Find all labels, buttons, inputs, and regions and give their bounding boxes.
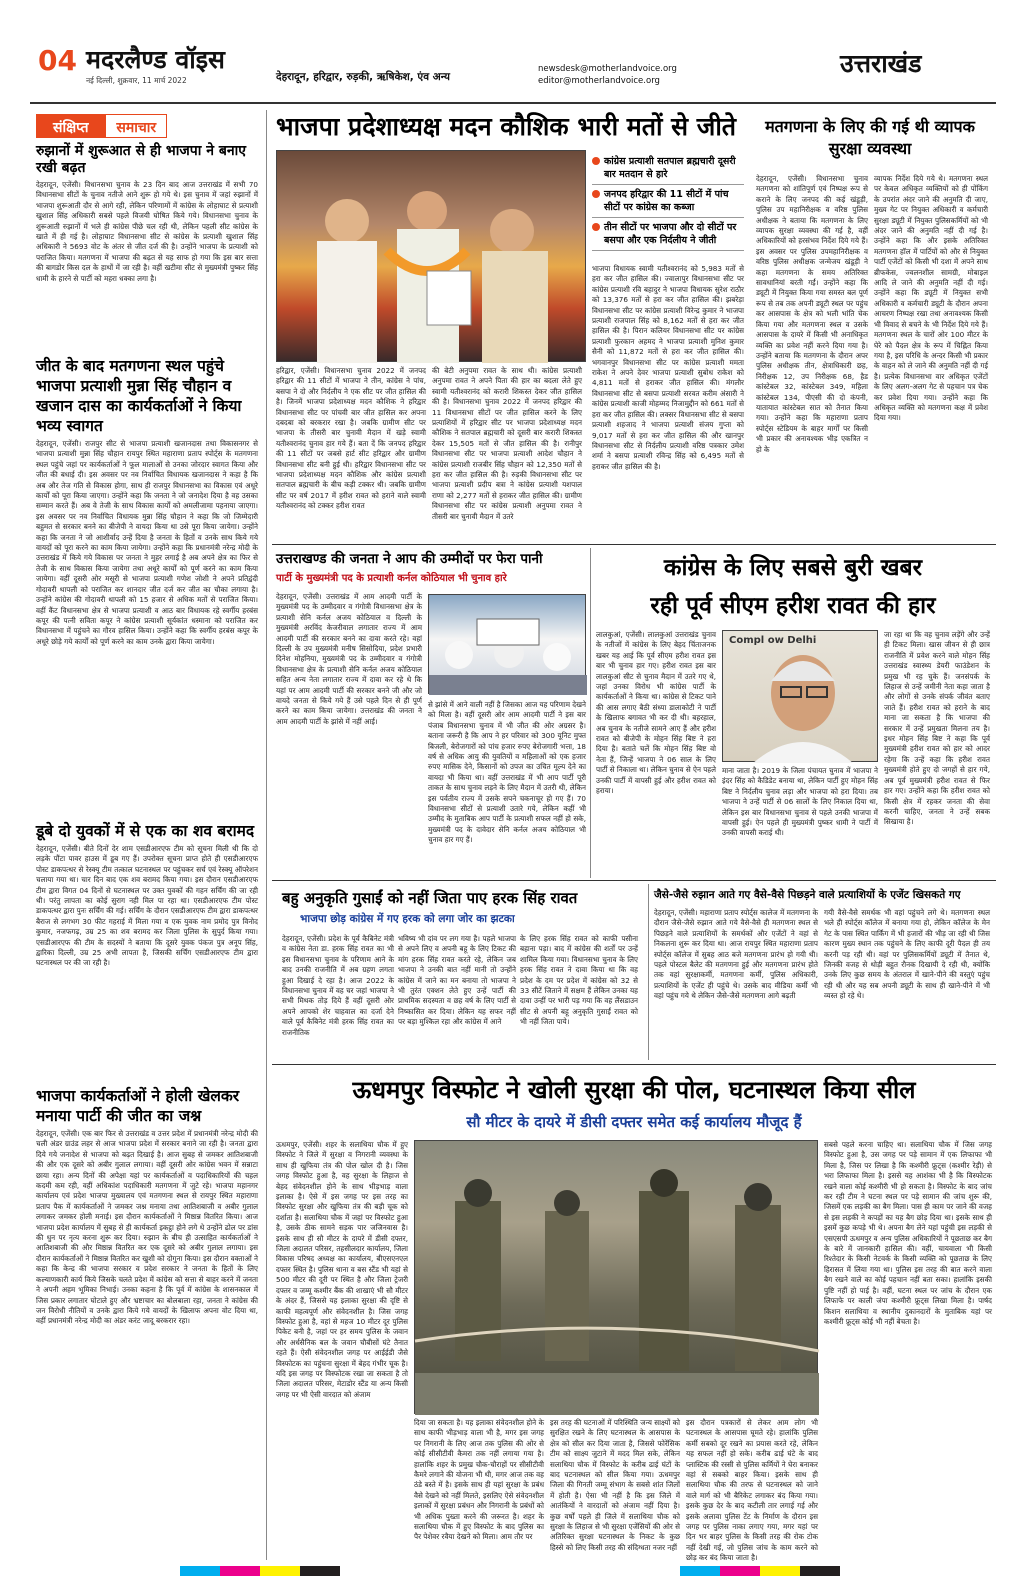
lead-headline: भाजपा प्रदेशाध्यक्ष मदन कौशिक भारी मतों से जीते <box>276 112 737 141</box>
col-divider <box>590 548 591 878</box>
email-1: newsdesk@motherlandvoice.org <box>538 64 677 74</box>
udhampur-col-e: सबसे पहले करना चाहिए था। सलाथिया चौक में जिस जगह विस्फोट हुआ है, उस जगह पर पड़े सामान में एक लिफाफा भी मिला है, जिस पर लिखा है कि कश्मीरी फ्रूट्स (कश्मीर रेड़ी) से भरा लिफाफा मिला है। इससे यह आशंका भी है कि विस्फोटक रखने वाला कोई कश्मीरी भी हो सकता है। विस्फोट के बाद जांच कर रही टीम ने घटना स्थल पर पड़े सामान की जांच शुरू की, जिसमें एक लड़की का बैग मिला। पास ही काम पर जाने की वजह से इस लड़की ने कपड़ों का यह बैग छोड़ दिया था। इसके साथ ही इसमें कुछ कपड़े भी थे। अपना बैग लेने यहां पहुंची इस लड़की से एसएसपी ऊधमपुर व अन्य पुलिस अधिकारियों ने पूछताछ कर बैग के बारे में जानकारी हासिल की। वहीं, चायवाला भी किसी रिश्तेदार के किसी नेटवर्क के किसी व्यक्ति को पूछताछ के लिए हिरासत में लिया गया था। पुलिस इस तरह की बात करने वाला बैग रखने वाले का कोई पहचान नहीं बता सका। हालांकि इसकी पुष्टि नहीं हो पाई है। वहीं, घटना स्थल पर जांच के दौरान एक लिफाफे पर काली जंपा कश्मीरी फ्रूट्स लिखा मिला है। पार्षद किशन सलाथिया व स्थानीय दुकानदारों के मुताबिक यहां पर कश्मीरी फ्रूट्स कोई भी नहीं बेचता है। <box>824 1140 992 1326</box>
row-divider <box>272 1064 996 1065</box>
sidebar-story <box>36 821 258 1082</box>
celebration-photo-icon <box>277 151 587 363</box>
color-patch <box>760 1566 800 1576</box>
row-divider <box>272 544 996 545</box>
story-body: देहरादून, एजेंसी। एक बार फिर से उत्तराखंड व उत्तर प्रदेश में प्रधानमंत्री नरेन्द्र मोदी की चली अंडर ग्राउंड लहर से आज भाजपा प्रदेश में सरकार बनाने जा रही है। जनता द्वारा दिये गये जनादेश से भाजपा को बढ़त दिखाई है। आज सुबह से जमकर आतिशबाजी की और एक दूसरे को अबीर गुलाल लगाया। वहीं दूसरी ओर कांग्रेस भवन में सन्नाटा छाया रहा। अन्य दिनों की अपेक्षा यहां पर कार्यकर्ताओं व पदाधिकारियों की चहल कदमी कम रही, वहीं अधिकांश पदाधिकारी मतगणना में जुटे रहे। भाजपा महानगर कार्यालय एवं प्रदेश भाजपा मुख्यालय एवं मतगणना स्थल से रायपुर स्थित महाराणा प्रताप पैक में कार्यकर्ताओं ने जमकर जश्न मनाया तथा आतिशबाजी व अबीर गुलाल लगाकर जमकर होली मनाई। इस दौरान कार्यकर्ताओं ने मिष्ठान्न वितरित किया। आज भाजपा प्रदेश कार्यालय में सुबह से ही कार्यकर्ता इकट्ठा होने लगे थे उन्होंने ढोल पर डांस की धुन पर नृत्य करना शुरू कर दिया। रुझान के बीच ही उत्साहित कार्यकर्ताओं ने आतिशबाजी की और मिष्ठान्न वितरित कर एक दूसरे को अबीर गुलाल लगाया। इस दौरान कार्यकर्ताओं ने मिष्ठान्न वितरित कर खुशी को दोगुना किया। इस दौरान वक्ताओं ने कहा कि केन्द्र की भाजपा सरकार व प्रदेश सरकार ने जनता के हितों के लिए कल्याणकारी कार्य किये जिसके चलते प्रदेश में कांग्रेस को सत्ता से बाहर करने में जनता ने अपनी अहम भूमिका निभाई। उनका कहना है कि पूर्व में कांग्रेस के शासनकाल में जिस प्रकार लगातार घोटाले हुए और भ्रष्टाचार का बोलबाला रहा, जनता ने कांग्रेस की जन विरोधी नीतियों व उनके द्वारा किये गये वायदों के खिलाफ अपना वोट दिया था, वहीं प्रधानमंत्री नरेन्द्र मोदी का अंडर करंट जादू बरकरार रहा। <box>36 1129 258 1326</box>
portrait-photo-icon <box>723 631 879 763</box>
harak-col-1: देहरादून, एजेंसी। प्रदेश के पूर्व कैबिनेट मंत्री व कांग्रेस नेता डा. हरक सिंह रावत का भी इस विधानसभा चुनाव के परिणाम आने के बाद उनकी राजनीति में अब ग्रहण लगता हुआ दिखाई दे रहा है। आज 2022 के विधानसभा चुनाव में वह चर जहां भाजपा ने सभी मिथक तोड़ दिये हैं वहीं दूसरी ओर अपने आपको शेर चाहवाल का दर्जा देने वाले पूर्व कैबिनेट मंत्री हरक सिंह रावत का राजनीतिक <box>282 934 394 1037</box>
section-label: उत्तराखंड <box>840 49 922 78</box>
lead-col-1: हरिद्वार, एजेंसी। विधानसभा चुनाव 2022 में जनपद हरिद्वार की 11 सीटों में भाजपा ने तीन, कांग्रेस ने पांच, बसपा ने दो और निर्दलीय ने एक सीट पर जीत हासिल की है। जिनमें भाजपा प्रदेशाध्यक्ष मदन कौशिक ने हरिद्वार विधानसभा सीट पर पांचवी बार जीत हासिल कर अपना दबदबा को बरकरार रखा है। जबकि ग्रामीण सीट पर भाजपा के तीसरी बार चुनावी मैदान में खड़े स्वामी यतीश्वरानंद चुनाव हार गये हैं। बता दें कि जनपद हरिद्वार की 11 सीटों पर जबसे हार्ट सीट हरिद्वार और ग्रामीण विधानसभा सीट बनी हुई थी। हरिद्वार विधानसभा सीट पर भाजपा प्रदेशाध्यक्ष मदन कौशिक और कांग्रेस प्रत्याशी सतपाल ब्रह्मचारी के बीच कड़ी टक्कर थी। जबकि ग्रामीण सीट पर वर्ष 2017 में हरीश रावत को हराने वाले स्वामी यतीश्वरानंद को टक्कर हरीश रावत <box>276 366 426 511</box>
aap-col-1: देहरादून, एजेंसी। उत्तराखंड में आम आदमी पार्टी के मुख्यमंत्री पद के उम्मीदवार व गंगोत्री विधानसभा क्षेत्र के प्रत्याशी सेनि कर्नल अजय कोठियाल व दिल्ली के मुख्यमंत्री अरविंद केजरीवाल लगातार राज्य में आम आदमी पार्टी की सरकार बनने का दावा करते रहे। वहां दिल्ली के उप मुख्यमंत्री मनीष सिसोदिया, प्रदेश प्रभारी दिनेश मोहनिया, मुख्यमंत्री पद के उम्मीदवार व गंगोत्री विधानसभा क्षेत्र के प्रत्याशी सेनि कर्नल अजय कोठियाल सहित अन्य नेता लगातार राज्य में दावा कर रहे थे कि यहां पर आम आदमी पार्टी की सरकार बनने जी और जो वायदे जनता से किये गये हैं उसे पहले दिन से ही पूर्ण करने का काम किया जायेगा। उत्तराखंड की जनता ने आम आदमी पार्टी के झांसे में नहीं आई। <box>276 592 422 726</box>
sidebar-story <box>36 143 258 352</box>
sidebar-story <box>36 1086 258 1569</box>
page-number: 04 <box>38 44 77 77</box>
udhampur-headline: ऊधमपुर विस्फोट ने खोली सुरक्षा की पोल, घटनास्थल किया सील <box>352 1076 916 1104</box>
aap-subheadline: पार्टी के मुख्यमंत्री पद के प्रत्याशी कर्नल कोठियाल भी चुनाव हारे <box>276 573 507 584</box>
udhampur-col-a: ऊधमपुर, एजेंसी। शहर के सलाथिया चौक में हुए विस्फोट ने जिले में सुरक्षा व निगरानी व्यवस्था के साथ ही खुफिया तंत्र की पोल खोल दी है। जिस जगह विस्फोट हुआ है, वह सुरक्षा के लिहाज से बेहद संवेदनशील होने के साथ भीड़भाड़ वाला इलाका है। ऐसे में इस जगह पर इस तरह का विस्फोट सुरक्षा और खुफिया तंत्र की बड़ी चूक को दर्शाता है। सलाथिया चौक में जहां पर विस्फोट हुआ है, उसके ठीक सामने सड़क पार जजिनवास है। इसके साथ ही सौ मीटर के दायरे में डीसी दफ्तर, जिला अदालत परिसर, तहसीलदार कार्यालय, जिला विकास परिषद अध्यक्ष का कार्यालय, बीएसएनएल दफ्तर स्थित है। पुलिस थाना व बस स्टैंड भी यहां से 500 मीटर की दूरी पर स्थित है और जिला ट्रेजरी दफ्तर व जम्मू कश्मीर बैंक की शाखाएं भी सौ मीटर के अंदर हैं, जिससे यह इलाका सुरक्षा की दृष्टि से काफी महत्वपूर्ण और संवेदनशील है। जिस जगह विस्फोट हुआ है, वहां से महज 10 मीटर दूर पुलिस पिकेट बनी है, जहां पर हर समय पुलिस के जवान और अर्धसैनिक बल के जवान चौबीसों घंटे तैनात रहते हैं। ऐसी संवेदनशील जगह पर आईईडी जैसे विस्फोटक का पहुंचना सुरक्षा में बेहद गंभीर चूक है। यदि इस जगह पर विस्फोटक रखा जा सकता है तो जिला अदालत परिसर, मेटाडोर स्टैंड या अन्य किसी जगह पर भी ऐसी वारदात को अंजाम <box>276 1140 408 1399</box>
story-body: देहरादून, एजेंसी। राजपुर सीट से भाजपा प्रत्याशी खजानदास तथा विकासनगर से भाजपा प्रत्याशी मुन्ना सिंह चौहान रायपुर स्थित महाराणा प्रताप स्पोर्ट्स के मतगणना स्थल पहुंचे जहां पर कार्यकर्ताओं ने फूल मालाओं से उनका जोरदार स्वागत किया और जीत की बधाई दी। इस अवसर पर नव निर्वाचित विधायक खजानदास ने कहा है कि अब और तेज गति से विकास होगा, साथ ही राजपुर विधानसभा का विकास एवं अधूरे कार्यों को पूरा किया जाएगा। उन्होंने कहा कि जनता ने जो जनादेश दिया है वह उसका सम्मान करते हैं। अब वे तेजी के साथ विकास कार्यों को अमलीजामा पहनाया जाएगा। इस अवसर पर नव निर्वाचित विधायक मुन्ना सिंह चौहान ने कहा कि जो जिम्मेदारी बहुमत से सरकार बनने का बीजेपी ने वायदा किया था उसे पूरा किया जायेगा। उन्होंने कहा कि जनता ने जो आशीर्वाद उन्हें दिया है जनता के हितों व उनके साथ किये गये वायदों को पूरा करने का काम किया जायेगा। उन्होंने कहा कि प्रधानमंत्री नरेन्द्र मोदी के उत्तराखंड में किये गये विकास पर जनता ने मुहर लगाई है अब अपने क्षेत्र का फिर से तेजी के साथ विकास किया जायेगा तथा अधूरे कार्यों को पूर्ण करने का काम किया जायेगा। वहीं दूसरी ओर मसूरी से भाजपा प्रत्याशी गणेश जोशी ने अपने प्रतिद्वंदी गोदावरी थापली को पराजित कर शानदार जीत दर्ज कर जीत का चौका लगाया है। उन्होंने कांग्रेस की गोदावरी थापली को 15 हजार से अधिक मतों से पराजित किया। वहीं कैंट विधानसभा क्षेत्र से भाजपा प्रत्याशी व आठ बार विधायक रहे स्वर्गीय हरबंस कपूर की पत्नी सविता कपूर ने कांग्रेस प्रत्याशी सूर्यकांत धस्माना को पराजित कर विधानसभा में पहुंचने का गौरव हासिल किया। उन्होंने कहा कि स्वर्गीय हरबंस कपूर के अधूरे छोड़े गये कार्यों को पूर्ण करने का काम उनके द्वारा किया जायेगा। <box>36 439 258 646</box>
col-divider <box>648 884 649 1060</box>
story-headline: जीत के बाद मतगणना स्थल पहुंचे भाजपा प्रत्याशी मुन्ना सिंह चौहान व खजान दास का कार्यकर्ताओं ने किया भव्य स्वागत <box>36 357 242 435</box>
story-headline: भाजपा कार्यकर्ताओं ने होली खेलकर मनाया पार्टी की जीत का जश्न <box>36 1087 240 1125</box>
story-body: देहरादून, एजेंसी। विधानसभा चुनाव के 23 दिन बाद आज उत्तराखंड में सभी 70 विधानसभा सीटों के चुनाव नतीजे आने शुरू हो गये थे। इस चुनाव में जहां रुझानों में भाजपा शुरूआती दौर से आगे रही, लेकिन परिणामों में कांग्रेस के लोहाघाट से प्रत्याशी खुशाल सिंह अधिकारी सबसे पहले विजयी घोषित किये गये। विधानसभा चुनाव के शुरूआती रुझानों में भले ही कांग्रेस पीछे चल रही थी, लेकिन पहली सीट कांग्रेस के खाते में ही गई है। लोहाघाट विधानसभा सीट से कांग्रेस के प्रत्याशी खुशाल सिंह अधिकारी ने 5693 वोट के अंतर से जीत दर्ज की है। उन्होंने भाजपा के प्रत्याशी को पराजित किया। मतगणना में भाजपा की बढ़त से यह साफ हो गया कि इस बार सत्ता की बागडोर किस दल के हाथों में जा रही है। वहीं खटीमा सीट से मुख्यमंत्री पुष्कर सिंह धामी के हारने से पार्टी को महरा धक्का लगा है। <box>36 180 258 283</box>
aap-col-2: से झांसे में आने वाली नहीं है जिसका आज यह परिणाम देखने को मिला है। वहीं दूसरी ओर आम आदमी पार्टी ने इस बार पंजाब विधानसभा चुनाव में भी जीत की ओर अग्रसर है। बताना जरूरी है कि आप ने हर परिवार को 300 यूनिट मुफ्त बिजली, बेरोजगारों को पांच हजार रुपए बेरोजगारी भत्ता, 18 वर्ष से अधिक आयु की युवतियों व महिलाओं को एक हजार रुपए मासिक देने, किसानों को उपज का उचित मूल्य देने का वायदा भी किया था। वहीं उत्तराखंड में भी आप पार्टी पूरी ताकत के साथ चुनाव लड़ने के लिए मैदान में उतरी थी, लेकिन इस पर्वतीय राज्य में उसके सपने चकनाचूर हो गए हैं। 70 विधानसभा सीटों से प्रत्याशी उतारे गये, लेकिन कहीं भी उम्मीद के मुताबिक आप पार्टी के प्रत्याशी सफल नहीं हो सके, मुख्यमंत्री पद के दावेदार सेनि कर्नल अजय कोठियाल भी चुनाव हार गए हैं। <box>428 700 586 845</box>
security-headline: मतगणना के लिए की गई थी व्यापक सुरक्षा व्यवस्था <box>765 117 975 158</box>
story-headline: डूबे दो युवकों में से एक का शव बरामद <box>36 822 255 840</box>
harak-subheadline: भाजपा छोड़ कांग्रेस में गए हरक को लगा जोर का झटका <box>300 913 515 925</box>
lead-photo <box>276 150 586 362</box>
masthead-rule <box>30 102 996 104</box>
photo-sign-text: Compl ow Delhi <box>729 635 817 646</box>
harish-col-2: माना जाता है। 2019 के जिला पंचायत चुनाव में भाजपा ने इंदर सिंह को कैडिडेट बनाया था, लेकिन पार्टी हुए मोहन सिंह बिष्ट ने निर्दलीय चुनाव लड़ा और भाजपा को हरा दिया। तब भाजपा ने उन्हें पार्टी से 06 सालों के लिए निकाल दिया था, लेकिन इस बार विधानसभा चुनाव से पहले उनकी भाजपा में वापसी हुई। ऐन पहले ही मुख्यमंत्री पुष्कर धामी ने पार्टी में उनकी वापसी कराई थी। <box>722 766 878 838</box>
color-patch <box>260 1566 300 1576</box>
udhampur-photo <box>414 1140 818 1414</box>
udhampur-col-c: इस तरह की घटनाओं में परिस्थिति जन्य साक्ष्यों को सुरक्षित रखने के लिए घटनास्थल के आसपास के क्षेत्र को सील कर दिया जाता है, जिससे फोरेंसिक टीम को साक्ष्य जुटाने में मदद मिल सके, लेकिन सलाथिया चौक में विस्फोट के करीब ढाई घंटों के बाद घटनास्थल को सील किया गया। ऊधमपुर जिला की गिनती जम्मू संभाग के सबसे शांत जिलों में होती है। ऐसा भी नहीं है कि इस जिले में आतंकियों ने वारदातों को अंजाम नहीं दिया है। कुछ वर्षों पहले ही जिले में सलाथिया चौक को सुरक्षा के लिहाज से भी सुरक्षा एजेंसियों की ओर से अतिरिक्त सुरक्षा घटनास्थल के निकट के कुछ हिस्से को लिए किसी तरह की संदिग्धता नजर नहीं <box>550 1418 680 1552</box>
cities-line: देहरादून, हरिद्वार, रुड़की, ऋषिकेश, एंव अन्य <box>276 71 450 83</box>
bullet-item: जनपद हरिद्वार की 11 सीटों में पांच सीटों पर कांग्रेस का कब्जा <box>592 185 744 218</box>
harak-col-2: भविष्य भी दांव पर लग गया है। पहले भाजपा से अपने लिए व अपनी बहू के लिए टिकट की मांग हरक सिंह रावत करते रहे, लेकिन जब भाजपा ने उनकी बात नहीं मानी तो उन्होंने कांग्रेस में जाने का मन बनाया तो भाजपा ने भी तुरंत एक्शन लेते हुए उन्हें पार्टी की प्राथमिक सदस्यता व छह वर्ष के लिए पार्टी से निष्कासित कर दिया। लेकिन यह सफर नहीं पर बड़ा मुश्किल रहा और कांग्रेस में आने <box>398 934 516 1027</box>
bullet-item: कांग्रेस प्रत्याशी सतपाल ब्रह्मचारी दूसरी बार मतदान से हारे <box>592 152 744 185</box>
masthead <box>30 38 996 100</box>
paper-name: मदरलैण्ड वॉइस <box>86 45 225 74</box>
color-patch <box>720 1566 760 1576</box>
udhampur-col-b: दिया जा सकता है। यह इलाका संवेदनशील होने के साथ काफी भीड़भाड़ वाला भी है, मगर इस जगह पर निगरानी के लिए आज तक पुलिस की ओर से कोई सीसीटीवी कैमरा तक नहीं लगाया गया है। हालांकि शहर के प्रमुख चौक-चौराहों पर सीसीटीवी कैमरे लगाने की योजना भी थी, मगर आज तक वह ठंडे बस्ते में है। इसके साथ ही यहां सुरक्षा के प्रबंध वैसे देखने को नहीं मिलते, इसलिए ऐसे संवेदनशील इलाकों में सुरक्षा प्रबंधन और निगरानी के प्रबंधों को भी अधिक पुख्ता करने की जरूरत है। शहर के सलाथिया चौक में हुए विस्फोट के बाद पुलिस का पैर पेशेवर रवैया देखने को मिला। आम तौर पर <box>414 1418 544 1542</box>
sidebar-tag-left: संक्षिप्त <box>36 114 105 138</box>
sidebar-tag <box>36 114 258 138</box>
harish-headline-2: रही पूर्व सीएम हरीश रावत की हार <box>650 593 936 619</box>
security-col-2: व्यापक निर्देश दिये गये थे। मतगणना स्थल पर केवल अधिकृत व्यक्तियों को ही पोंकिंग के उपरांत अंदर जाने की अनुमति दी जाए, मुख्य गेट पर नियुक्त अधिकारी व कर्मचारी सुरक्षा ड्यूटी में नियुक्त पुलिसकर्मियों को भी अंदर जाने की अनुमति नहीं दी गई है। उन्होंने कहा कि और इसके अतिरिक्त मतगणना हॉल में पार्टियों को और से नियुक्त पार्टी एजेंटों को किसी भी दशा में अपने साथ ब्रीफकेस, ज्वलनशील सामग्री, मोबाइल आदि ले जाने की अनुमति नहीं दी गई। उन्होंने कहा कि ड्यूटी में नियुक्त सभी अधिकारी व कर्मचारी ड्यूटी के दौरान अपना आचरण निष्पक्ष रखा तथा अनावश्यक किसी भी विवाद से बचने के भी निर्देश दिये गये हैं। मतगणना स्थल के चारों ओर 100 मीटर के घेरे को पैदल क्षेत्र के रूप में चिह्नित किया गया है, इस परिधि के अन्दर किसी भी प्रकार के वाहन को ले जाने की अनुमति नहीं दी गई है। प्रत्येक विधानसभा वार अधिकृत एजेंटों के लिए अलग-अलग गेट से पहचान पत्र चेक कर प्रवेश दिया गया। उन्होंने कहा कि अधिकृत व्यक्ति को मतगणना कक्ष में प्रवेश दिया गया। <box>874 174 988 423</box>
sidebar-tag-right: समाचार <box>105 114 167 138</box>
agents-col-1: देहरादून, एजेंसी। महाराणा प्रताप स्पोर्ट्स कालेज में मतगणना के दौरान जैसे-जैसे रुझान आते गये वैसे-वैसे ही मतगणना स्थल से पिछड़ने वाले प्रत्याशियों के समर्थकों और एजेंटों ने वहां से निकलना शुरू कर दिया था। आज रायपुर स्थित महाराणा प्रताप स्पोर्ट्स कॉलेज में सुबह आठ बजे मतगणना प्रारंभ हो गयी थी। पहले पोस्टल बैलेट की मतगणना हुई और मतगणना प्रारंभ होते तक वहां सुरक्षाकर्मी, मतगणना कर्मी, पुलिस अधिकारी, प्रत्याशियों के एजेंट ही पहुंचे थे। उसके बाद मीडिया कर्मी भी वहां पहुंच गये थे लेकिन जैसे-जैसे मतगणना आगे बढ़ती <box>654 908 818 1001</box>
security-col-1: देहरादून, एजेंसी। विधानसभा चुनाव मतगणना को शांतिपूर्ण एवं निष्पक्ष रूप से कराने के लिए जनपद की कई खंडूड़ी, पुलिस उप महानिरीक्षक व वरिष्ठ पुलिस अधीक्षक ने बताया कि मतगणना के लिए व्यापक सुरक्षा व्यवस्था की गई है, वहीं अधिकारियों को हरसंभव निर्देश दिये गये हैं। इस अवसर पर पुलिस उपमहानिरीक्षक व वरिष्ठ पुलिस अधीक्षक जन्मेजय खंडूड़ी ने कहा मतगणना के समय अतिरिक्त सावधानियां बरती गईं। उन्होंने कहा कि ड्यूटी में नियुक्त किया गया समस्त बल पूर्ण रूप से तब तक अपनी ड्यूटी स्थल पर पहुंच कर आसपास के क्षेत्र को भली भांति चेक किया गया और मतगणना स्थल व उसके आसपास के दायरे में किसी भी अनाधिकृत व्यक्ति का प्रवेश नहीं करने दिया गया है। उन्होंने बताया कि मतगणना के दौरान अपर पुलिस अधीक्षक तीन, क्षेत्राधिकारी छह, निरीक्षक 12, उप निरीक्षक 68, हैड कांस्टेबल 32, कांस्टेबल 349, महिला कांस्टेबल 134, पीएसी की दो कंपनी, यातायात कांस्टेबल सात को तैनात किया गया। उन्होंने कहा कि महाराणा प्रताप स्पोर्ट्स स्टेडियम के बाहर मार्गों पर किसी भी प्रकार की अनावश्यक भीड़ एकत्रित न हो के <box>756 174 868 454</box>
harak-col-3: के लिए हरक सिंह रावत को काफी पसीना बहाना पड़ा। बाद में कांग्रेस की शर्तों पर उन्हें शामिल किया गया। विधानसभा चुनाव के लिए हरक सिंह रावत ने दावा किया था कि वह प्रदेश के दम पर प्रदेश में कांग्रेस को 32 से 33 सीटें जिताने में सक्षम हैं लेकिन उनका यह दावा उन्हीं पर भारी पड़ गया कि वह लैंसडाउन सीट से अपनी बहू अनुकृति गुसाईं रावत को भी नहीं जिता पाये। <box>520 934 638 1027</box>
harish-headline-1: कांग्रेस के लिए सबसे बुरी खबर <box>663 555 923 581</box>
bullet-dot-icon <box>592 157 600 165</box>
sidebar <box>36 114 258 1560</box>
lead-col-3: भाजपा विधायक स्वामी यतीश्वरानंद को 5,983 मतों से हरा कर जीत हासिल की। ज्वालापुर विधानसभा सीट पर कांग्रेस प्रत्याशी रवि बहादुर ने भाजपा विधायक सुरेश राठौर को 13,376 मतों से हरा कर जीत हासिल की। झबरेड़ा विधानसभा सीट पर कांग्रेस प्रत्याशी विरेन्द्र कुमार ने भाजपा प्रत्याशी राजपाल सिंह को 8,162 मतों से हरा कर जीत हासिल की है। पिरान कलियर विधानसभा सीट पर कांग्रेस प्रत्याशी फुरकान अहमद ने भाजपा प्रत्याशी मुनिश कुमार सैनी को 11,872 मतों से हरा कर जीत हासिल की। भगवानपुर विधानसभा सीट पर कांग्रेस प्रत्याशी ममता राकेश ने अपने देवर भाजपा प्रत्याशी सुबोध राकेश को 4,811 मतों से हराकर जीत हासिल की। मंगलौर विधानसभा सीट से बसपा प्रत्याशी सरवत करीम अंसारी ने कांग्रेस प्रत्याशी काजी मोहम्मद निजामुद्दीन को 661 मतों से हरा कर जीत हासिल की। लक्सर विधानसभा सीट से बसपा प्रत्याशी शहजाद ने भाजपा प्रत्याशी संजय गुप्ता को 9,017 मतों से हरा कर जीत हासिल की और खानपुर विधानसभा सीट से निर्दलीय प्रत्याशी वरिष्ठ पत्रकार उमेश शर्मा ने बसपा प्रत्याशी रविन्द्र सिंह को 6,495 मतों से हराकर जीत हासिल की है। <box>592 264 744 471</box>
color-patch <box>680 1566 720 1576</box>
harish-col-3: जा रहा था कि वह चुनाव लड़ेंगे और उन्हें ही टिकट मिला। खास जीवन से ही छात्र राजनीति में प्रवेश करने वाले मोहन सिंह उत्तराखंड स्वास्थ्य डेयरी फाउंडेशन के प्रमुख भी रह चुके हैं। जनसंपर्क के लिहाज से उन्हें जमीनी नेता कहा जाता है और लोगों से उनके संपर्क जीवंत बताए जाते हैं। हरीश रावत को हराने के बाद माना जा सकता है कि भाजपा की सरकार में उन्हें प्रमुखता मिलना तय है। इधर मोहन सिंह बिष्ट ने कहा कि पूर्व मुख्यमंत्री हरीश रावत को हार को आदर रहेगा कि उन्हें कहा कि हरीश रावत मुख्यमंत्री होते हुए दो जगहों से हार गये, अब पूर्व मुख्यमंत्री हरीश रावत से फिर हार गए। उन्होंने कहा कि हरीश रावत को किसी क्षेत्र में रहकर जनता की सेवा करनी चाहिए, जनता ने उन्हें सबक सिखाया है। <box>884 630 990 827</box>
aap-headline: उत्तराखण्ड की जनता ने आप की उम्मीदों पर फेरा पानी <box>276 551 543 567</box>
aap-photo <box>428 594 586 694</box>
color-patch <box>800 1566 840 1576</box>
harish-photo <box>722 630 878 762</box>
harak-headline: बहु अनुकृति गुसाईं को नहीं जिता पाए हरक सिंह रावत <box>282 889 578 907</box>
harish-col-1: लालकुआं, एजेंसी। लालकुआं उत्तराखंड चुनाव के नतीजों में कांग्रेस के लिए बेहद चिंताजनक खबर यह आई कि पूर्व सीएम हरीश रावत इस बार भी चुनाव हार गए। हरीश रावत इस बार लालकुआं सीट से चुनाव मैदान में उतरे गए थे, जहां उनका विरोध भी कांग्रेस पार्टी के कार्यकर्ताओं ने किया था। कांग्रेस से टिकट पाने की आस लगाए बैठी संध्या डालाकोटी ने पार्टी के खिलाफ बगावत भी कर दी थी। बहरहाल, अब चुनाव के नतीजे सामने आए हैं और हरीश रावत को बीजेपी के मोहन सिंह बिष्ट ने हरा दिया है। बताते चलें कि मोहन सिंह बिष्ट वो नेता हैं, जिन्हें भाजपा ने 06 साल के लिए पार्टी से निकाला था। लेकिन चुनाव से ऐन पहले उनकी पार्टी में वापसी हुई और हरीश रावत को हराया। <box>596 630 716 796</box>
police-photo-icon <box>415 1141 819 1415</box>
udhampur-col-d: इस दौरान पत्रकारों से लेकर आम लोग भी घटनास्थल के आसपास घूमते रहे। हालांकि पुलिस कर्मी सबको दूर रखने का प्रयास करते रहे, लेकिन यह सफल नहीं हो सके। करीब ढाई घंटे के बाद प्लास्टिक की रस्सी से पुलिस कर्मियों ने घेरा बनाकर वहां से सबको बाहर किया। इसके साथ ही सलाथिया चौक की तरफ से घटनास्थल को जाने वाले मार्ग को भी बैरिकेट लगाकर बंद किया गया। इसके कुछ देर के बाद कटीली तार लगाई गई और इसके अलावा पुलिस टेंट के निर्माण के दौरान इस जगह पर पुलिस नाका लगाए गया, मगर यहां पर दिन भर बाहर पुलिस के किसी तरह की रोक टोक नहीं देखी गई, जो पुलिस जांच के काम करने को छोड़ कर बंद किया जाता है। <box>686 1418 818 1563</box>
bullet-dot-icon <box>592 223 600 231</box>
row-divider <box>272 880 996 881</box>
sidebar-divider <box>266 110 267 1560</box>
agents-headline: जैसे-जैसे रुझान आते गए वैसे-वैसे पिछड़ने वाले प्रत्याशियों के एजेंट खिसकते गए <box>654 889 961 901</box>
story-body: देहरादून, एजेंसी। बीते दिनों देर शाम एसडीआरएफ टीम को सूचना मिली थी कि दो लड़के पौंटा पावर हाउस में डूब गए हैं। उपरोक्त सूचना प्राप्त होते ही एसडीआरएफ पोस्ट डाकपत्थर से रेस्क्यू टीम तत्काल घटनास्थल पर पहुंचकर सर्च एवं रेस्क्यू ऑपरेशन चलाया गया था। चार दिन बाद एक शव बरामद किया गया। इस दौरान एसडीआरएफ टीम द्वारा विगत 04 दिनों से घटनास्थल पर उक्त युवकों की गहन सर्चिंग की जा रही थी। परंतु लापता का कोई सुराग नही मिल पा रहा था। एसडीआरएफ टीम पोस्ट डाकपत्थर द्वारा पुनः सर्चिंग की गई। सर्चिंग के दौरान एसडीआरएफ टीम द्वारा डाकपत्थर बैराज से लगभग 30 फीट गहराई में मिला गया व एक युवक नाम प्रमोद पुत्र विनोद कुमार, नजफगढ़, उम्र 25 का शव बरामद कर जिला पुलिस के सुपुर्द किया गया। एसडीआरएफ की टीम के सदस्यों ने बताया कि दूसरे युवक पंकज पुत्र अनूप सिंह, द्वारिका दिल्ली, उम्र 25 अभी लापता है, जिसकी सर्चिंग एसडीआरएफ टीम द्वारा घटनास्थल पर की जा रही है। <box>36 844 258 968</box>
color-patch <box>220 1566 260 1576</box>
date-line: नई दिल्ली, शुक्रवार, 11 मार्च 2022 <box>86 76 187 85</box>
sidebar-story <box>36 356 258 817</box>
story-headline: रुझानों में शुरूआत से ही भाजपा ने बनाए रखी बढ़त <box>36 143 247 176</box>
bullet-item: तीन सीटों पर भाजपा और दो सीटों पर बसपा और एक निर्दलीय ने जीती <box>592 218 744 251</box>
udhampur-subheadline: सौ मीटर के दायरे में डीसी दफ्तर समेत कई कार्यालय मौजूद हैं <box>466 1113 802 1131</box>
lead-bullets <box>592 152 744 251</box>
agents-col-2: गयी वैसे-वैसे समर्थक भी वहां पहुंचने लगे थे। मतगणना स्थल भले ही स्पोर्ट्स कॉलेज में बनाया गया हो, लेकिन कॉलेज के मेन गेट के पास स्थित पार्किंग में भी हजारों की भीड़ जा रही थी जिस कारण मुख्य स्थान तक पहुंचने के लिए काफी दूरी पैदल ही तय करनी पड़ रही थी। वहां पर पुलिसकर्मियों ड्यूटी में तैनात थे, जिनकी वजह से थोड़ी बहुत रौनक दिखायी दे रही थी, क्योंकि उनके लिए कुछ समय के अंतराल में खाने-पीने की वस्तुएं पहुंच रही थी और यह सब अपनी ड्यूटी के साथ ही खाने-पीने में भी व्यस्त हो रहे थे। <box>824 908 990 1001</box>
color-patch <box>180 1566 220 1576</box>
color-patch <box>300 1566 340 1576</box>
bullet-dot-icon <box>592 190 600 198</box>
crowd-photo-icon <box>429 595 587 695</box>
email-2: editor@motherlandvoice.org <box>538 76 660 86</box>
lead-col-2: की बेटी अनुपमा रावत के साथ थी। कांग्रेस प्रत्याशी अनुपमा रावत ने अपने पिता की हार का बदला लेते हुए स्वामी यतीश्वरानंद को करारी शिकस्त देकर जीत हासिल की है। विधानसभा चुनाव 2022 में जनपद हरिद्वार की 11 विधानसभा सीटों पर जीत हासिल करने के लिए प्रत्याशियों में हरिद्वार सीट पर भाजपा प्रदेशाध्यक्ष मदन कौशिक ने सतपाल ब्रह्मचारी को दूसरी बार करारी शिकस्त देकर 15,505 मतों से जीत हासिल की है। रानीपुर विधानसभा सीट पर भाजपा प्रत्याशी आदेश चौहान ने कांग्रेस प्रत्याशी राजबीर सिंह चौहान को 12,350 मतों से हरा कर जीत हासिल की है। रुड़की विधानसभा सीट पर भाजपा प्रत्याशी प्रदीप बत्रा ने कांग्रेस प्रत्याशी यशपाल राणा को 2,277 मतों से हराकर जीत हासिल की। ग्रामीण विधानसभा सीट पर कांग्रेस प्रत्याशी अनुपमा रावत ने तीसरी बार चुनावी मैदान में उतरे <box>432 366 582 521</box>
